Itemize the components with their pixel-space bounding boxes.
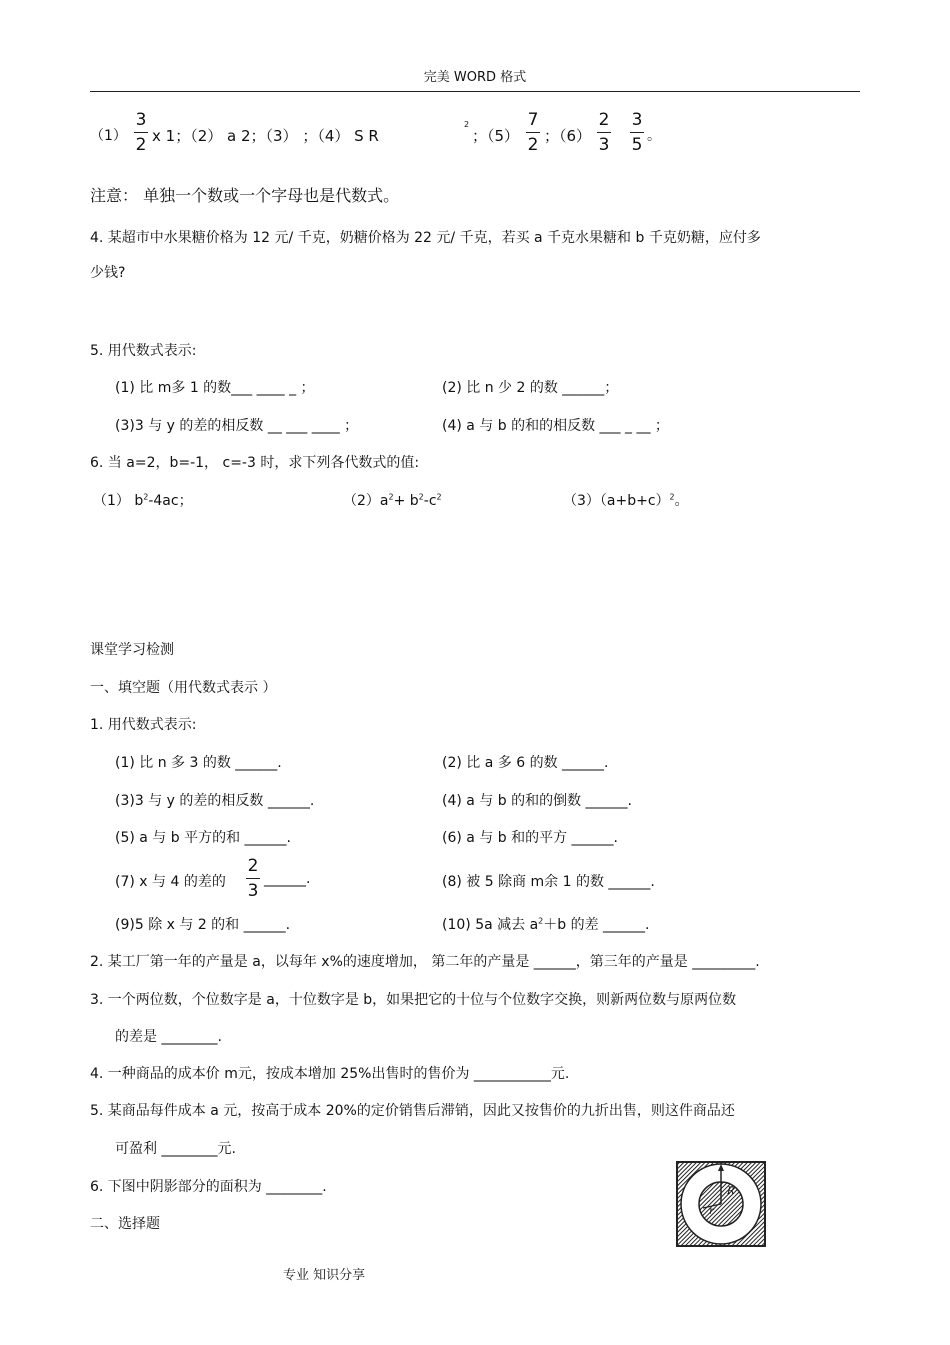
fraction-2-3 bbox=[597, 110, 611, 155]
q5-item-3: (3)3 与 y 的差的相反数 __ ___ ____ ； bbox=[115, 418, 359, 434]
s-item-8: (8) 被 5 除商 m余 1 的数 ______. bbox=[442, 874, 655, 890]
q4-line1: 4. 某超市中水果糖价格为 12 元/ 千克，奶糖价格为 22 元/ 千克，若买 a 千克水果糖和 b 千克奶糖，应付多 bbox=[90, 230, 761, 246]
s-item-2: (2) 比 a 多 6 的数 ______. bbox=[442, 755, 609, 771]
q6-title: 6. 当 a=2，b=-1， c=-3 时，求下列各代数式的值: bbox=[90, 455, 420, 471]
s-q4: 4. 一种商品的成本价 m元，按成本增加 25%出售时的售价为 ___________元. bbox=[90, 1066, 570, 1082]
ex-p1: （1） bbox=[90, 128, 127, 144]
label-r: r bbox=[709, 1206, 714, 1217]
label-R: R bbox=[727, 1186, 735, 1197]
s-q6: 6. 下图中阴影部分的面积为 ________. bbox=[90, 1179, 327, 1195]
q5-item-1: (1) 比 m多 1 的数___ ____ _ ； bbox=[115, 380, 315, 396]
page-footer: 专业 知识分享 bbox=[283, 1268, 366, 1283]
ex-text: x 1；（2） a 2；（3） ；（4） S R bbox=[152, 127, 379, 145]
fraction-2-3b bbox=[246, 856, 260, 901]
section-title: 课堂学习检测 bbox=[90, 642, 174, 658]
fraction-7-2 bbox=[526, 110, 540, 155]
s-q3-line2: 的差是 ________. bbox=[115, 1029, 222, 1045]
frac-num: 3 bbox=[631, 110, 643, 130]
page-header: 完美 WORD 格式 bbox=[423, 70, 527, 85]
s-item-6: (6) a 与 b 和的平方 ______. bbox=[442, 830, 618, 846]
s-item-7: (7) x 与 4 的差的 bbox=[115, 874, 226, 890]
s-item-9: (9)5 除 x 与 2 的和 ______. bbox=[115, 917, 291, 933]
s-q5-line2: 可盈利 ________元. bbox=[115, 1141, 236, 1157]
fraction-3-5 bbox=[630, 110, 644, 155]
s-item-10: (10) 5a 减去 $a^2+b$ 的差 ______. bbox=[442, 916, 650, 933]
s-q1-title: 1. 用代数式表示: bbox=[90, 717, 197, 733]
s-q5-line1: 5. 某商品每件成本 a 元，按高于成本 20%的定价销售后滞销，因此又按售价的九折出售，则这件商品还 bbox=[90, 1103, 735, 1119]
frac-num: 7 bbox=[527, 110, 539, 130]
ex-text3: ；（6） bbox=[544, 127, 592, 145]
q4-line2: 少钱? bbox=[90, 265, 126, 281]
s-item-7-tail: ______. bbox=[264, 871, 311, 887]
ex-text2: ；（5） bbox=[472, 127, 520, 145]
s-item-4: (4) a 与 b 的和的倒数 ______. bbox=[442, 793, 632, 809]
q6-b: $(2)a^2+ b^2-c^2$ bbox=[343, 492, 442, 509]
frac-num: 3 bbox=[135, 110, 147, 130]
frac-num: 2 bbox=[598, 110, 610, 130]
q5-item-4: (4) a 与 b 的和的相反数 ___ _ __ ； bbox=[442, 418, 669, 434]
frac-den: 2 bbox=[135, 135, 147, 155]
q6-a: （1） $b^2-4ac$； bbox=[93, 492, 193, 509]
s-q2: 2. 某工厂第一年的产量是 a，以每年 x%的速度增加， 第二年的产量是 ______，第三年的产量是 _________. bbox=[90, 954, 760, 970]
q5-title: 5. 用代数式表示: bbox=[90, 343, 197, 359]
note: 注意： 单独一个数或一个字母也是代数式。 bbox=[90, 186, 400, 205]
fraction-3-2 bbox=[134, 110, 148, 155]
s-item-1: (1) 比 n 多 3 的数 ______. bbox=[115, 755, 282, 771]
s-item-5: (5) a 与 b 平方的和 ______. bbox=[115, 830, 291, 846]
ex-sup: 2 bbox=[464, 120, 470, 129]
ex-end: 。 bbox=[647, 128, 661, 144]
part2-title: 二、选择题 bbox=[90, 1216, 160, 1232]
header-rule bbox=[90, 91, 860, 92]
frac-den: 3 bbox=[247, 881, 259, 901]
s-item-3: (3)3 与 y 的差的相反数 ______. bbox=[115, 793, 315, 809]
s-q3-line1: 3. 一个两位数，个位数字是 a，十位数字是 b，如果把它的十位与个位数字交换，则新两位数与原两位数 bbox=[90, 992, 737, 1008]
frac-den: 3 bbox=[598, 135, 610, 155]
q6-c: $(3)(a+b+c)^2$。 bbox=[563, 492, 689, 509]
frac-den: 5 bbox=[631, 135, 643, 155]
q5-item-2: (2) 比 n 少 2 的数 ______； bbox=[442, 380, 619, 396]
frac-num: 2 bbox=[247, 856, 259, 876]
part1-title: 一、填空题（用代数式表示 ） bbox=[90, 680, 277, 696]
annulus-figure bbox=[676, 1161, 766, 1247]
frac-den: 2 bbox=[527, 135, 539, 155]
